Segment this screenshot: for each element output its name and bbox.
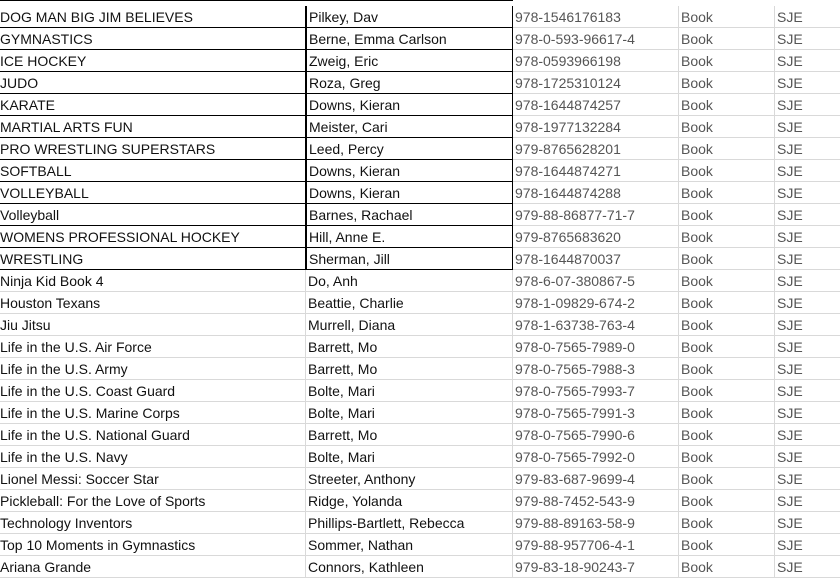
cell-type[interactable]: Book	[679, 512, 775, 534]
table-row	[0, 116, 840, 138]
table-row	[0, 446, 840, 468]
cell-author[interactable]: Barrett, Mo	[306, 358, 513, 380]
cell-author[interactable]: Leed, Percy	[306, 138, 513, 160]
table-row	[0, 160, 840, 182]
cell-title[interactable]: Life in the U.S. Air Force	[0, 336, 306, 358]
cell-author[interactable]: Downs, Kieran	[306, 94, 513, 116]
table-row	[0, 534, 840, 556]
cell-isbn[interactable]: 979-83-687-9699-4	[513, 468, 679, 490]
cell-author[interactable]: Berne, Emma Carlson	[306, 28, 513, 50]
cell-title[interactable]: Life in the U.S. Navy	[0, 446, 306, 468]
cell-type[interactable]: Book	[679, 138, 775, 160]
table-row	[0, 94, 840, 116]
cell-isbn[interactable]: 978-0-7565-7993-7	[513, 380, 679, 402]
cell-title[interactable]: JUDO	[0, 72, 306, 94]
cell-code[interactable]: SJE	[775, 292, 840, 314]
cell-type[interactable]: Book	[679, 226, 775, 248]
cell-title[interactable]: SOFTBALL	[0, 160, 306, 182]
cell-isbn[interactable]: 979-8765683620	[513, 226, 679, 248]
cell-author[interactable]: Streeter, Anthony	[306, 468, 513, 490]
cell-code[interactable]: SJE	[775, 556, 840, 578]
cell-author[interactable]: Murrell, Diana	[306, 314, 513, 336]
table-row	[0, 292, 840, 314]
cell-isbn[interactable]: 978-0-593-96617-4	[513, 28, 679, 50]
cell-isbn[interactable]: 979-88-89163-58-9	[513, 512, 679, 534]
cell-code[interactable]: SJE	[775, 446, 840, 468]
cell-author[interactable]: Beattie, Charlie	[306, 292, 513, 314]
cell-isbn[interactable]: 979-88-7452-543-9	[513, 490, 679, 512]
cell-isbn[interactable]: 978-6-07-380867-5	[513, 270, 679, 292]
cell-code[interactable]: SJE	[775, 116, 840, 138]
cell-title[interactable]: Lionel Messi: Soccer Star	[0, 468, 306, 490]
cell-isbn[interactable]: 978-0-7565-7992-0	[513, 446, 679, 468]
cell-code[interactable]: SJE	[775, 160, 840, 182]
cell-isbn[interactable]: 978-1-09829-674-2	[513, 292, 679, 314]
cell-author[interactable]: Bolte, Mari	[306, 446, 513, 468]
table-row	[0, 28, 840, 50]
cell-code[interactable]: SJE	[775, 402, 840, 424]
cell-author[interactable]: Barnes, Rachael	[306, 204, 513, 226]
cell-type[interactable]: Book	[679, 204, 775, 226]
cell-title[interactable]: MARTIAL ARTS FUN	[0, 116, 306, 138]
cell-title[interactable]: Life in the U.S. Army	[0, 358, 306, 380]
cell-type[interactable]: Book	[679, 402, 775, 424]
cell-title[interactable]: DOG MAN BIG JIM BELIEVES	[0, 6, 306, 28]
cell-code[interactable]: SJE	[775, 336, 840, 358]
cell-title[interactable]: Technology Inventors	[0, 512, 306, 534]
cell-title[interactable]: GYMNASTICS	[0, 28, 306, 50]
cell-isbn[interactable]: 978-1644870037	[513, 248, 679, 270]
cell-isbn[interactable]: 978-1725310124	[513, 72, 679, 94]
cell-title[interactable]: ICE HOCKEY	[0, 50, 306, 72]
cell-author[interactable]: Bolte, Mari	[306, 380, 513, 402]
cell-code[interactable]: SJE	[775, 50, 840, 72]
cell-title[interactable]: Houston Texans	[0, 292, 306, 314]
cell-isbn[interactable]: 979-83-18-90243-7	[513, 556, 679, 578]
cell-author[interactable]: Bolte, Mari	[306, 402, 513, 424]
cell-isbn[interactable]: 978-1-63738-763-4	[513, 314, 679, 336]
cell-title[interactable]: PRO WRESTLING SUPERSTARS	[0, 138, 306, 160]
cell-code[interactable]: SJE	[775, 270, 840, 292]
table-row	[0, 336, 840, 358]
cell-code[interactable]: SJE	[775, 28, 840, 50]
cell-title[interactable]: Life in the U.S. National Guard	[0, 424, 306, 446]
cell-type[interactable]: Book	[679, 248, 775, 270]
cell-isbn[interactable]: 978-1644874257	[513, 94, 679, 116]
cell-title[interactable]: WRESTLING	[0, 248, 306, 270]
cell-isbn[interactable]: 978-0-7565-7988-3	[513, 358, 679, 380]
cell-title[interactable]: WOMENS PROFESSIONAL HOCKEY	[0, 226, 306, 248]
cell-isbn[interactable]: 978-1644874288	[513, 182, 679, 204]
cell-type[interactable]: Book	[679, 336, 775, 358]
cell-author[interactable]: Pilkey, Dav	[306, 6, 513, 28]
cell-title[interactable]: Jiu Jitsu	[0, 314, 306, 336]
table-row	[0, 50, 840, 72]
cell-author[interactable]: Connors, Kathleen	[306, 556, 513, 578]
table-row	[0, 380, 840, 402]
cell-title[interactable]: Life in the U.S. Marine Corps	[0, 402, 306, 424]
cell-type[interactable]: Book	[679, 490, 775, 512]
cell-code[interactable]: SJE	[775, 6, 840, 28]
cell-code[interactable]: SJE	[775, 204, 840, 226]
cell-isbn[interactable]: 978-0-7565-7990-6	[513, 424, 679, 446]
cell-code[interactable]: SJE	[775, 534, 840, 556]
cell-isbn[interactable]: 978-1644874271	[513, 160, 679, 182]
cell-code[interactable]: SJE	[775, 380, 840, 402]
table-row	[0, 204, 840, 226]
table-row	[0, 6, 840, 28]
table-row	[0, 182, 840, 204]
cell-type[interactable]: Book	[679, 468, 775, 490]
table-row	[0, 468, 840, 490]
cell-isbn[interactable]: 978-1977132284	[513, 116, 679, 138]
cell-isbn[interactable]: 978-0593966198	[513, 50, 679, 72]
cell-author[interactable]: Barrett, Mo	[306, 424, 513, 446]
table-row	[0, 512, 840, 534]
cell-author[interactable]: Roza, Greg	[306, 72, 513, 94]
table-row	[0, 402, 840, 424]
cell-type[interactable]: Book	[679, 314, 775, 336]
cell-title[interactable]: Life in the U.S. Coast Guard	[0, 380, 306, 402]
cell-type[interactable]: Book	[679, 358, 775, 380]
cell-author[interactable]: Sommer, Nathan	[306, 534, 513, 556]
table-row	[0, 314, 840, 336]
cell-type[interactable]: Book	[679, 116, 775, 138]
cell-isbn[interactable]: 978-0-7565-7989-0	[513, 336, 679, 358]
table-row	[0, 358, 840, 380]
cell-author[interactable]: Downs, Kieran	[306, 182, 513, 204]
cell-code[interactable]: SJE	[775, 72, 840, 94]
cell-type[interactable]: Book	[679, 534, 775, 556]
cell-title[interactable]: Ariana Grande	[0, 556, 306, 578]
cell-type[interactable]: Book	[679, 160, 775, 182]
cell-type[interactable]: Book	[679, 72, 775, 94]
cell-isbn[interactable]: 978-1546176183	[513, 6, 679, 28]
cell-type[interactable]: Book	[679, 50, 775, 72]
table-row	[0, 556, 840, 578]
cell-code[interactable]: SJE	[775, 424, 840, 446]
cell-author[interactable]: Hill, Anne E.	[306, 226, 513, 248]
cell-code[interactable]: SJE	[775, 512, 840, 534]
cell-title[interactable]: Pickleball: For the Love of Sports	[0, 490, 306, 512]
cell-author[interactable]: Zweig, Eric	[306, 50, 513, 72]
table-row	[0, 270, 840, 292]
cell-code[interactable]: SJE	[775, 490, 840, 512]
cell-author[interactable]: Sherman, Jill	[306, 248, 513, 270]
cell-code[interactable]: SJE	[775, 182, 840, 204]
cell-isbn[interactable]: 979-8765628201	[513, 138, 679, 160]
cell-type[interactable]: Book	[679, 94, 775, 116]
cell-type[interactable]: Book	[679, 424, 775, 446]
cell-author[interactable]: Barrett, Mo	[306, 336, 513, 358]
cell-title[interactable]: KARATE	[0, 94, 306, 116]
table-row	[0, 490, 840, 512]
cell-type[interactable]: Book	[679, 380, 775, 402]
cell-author[interactable]: Phillips-Bartlett, Rebecca	[306, 512, 513, 534]
cell-author[interactable]: Do, Anh	[306, 270, 513, 292]
cell-type[interactable]: Book	[679, 270, 775, 292]
cell-type[interactable]: Book	[679, 28, 775, 50]
cell-title[interactable]: VOLLEYBALL	[0, 182, 306, 204]
cell-title[interactable]: Ninja Kid Book 4	[0, 270, 306, 292]
cell-code[interactable]: SJE	[775, 314, 840, 336]
cell-code[interactable]: SJE	[775, 358, 840, 380]
table-row	[0, 226, 840, 248]
cell-code[interactable]: SJE	[775, 138, 840, 160]
cell-isbn[interactable]: 978-0-7565-7991-3	[513, 402, 679, 424]
cell-type[interactable]: Book	[679, 292, 775, 314]
cell-type[interactable]: Book	[679, 6, 775, 28]
cell-type[interactable]: Book	[679, 182, 775, 204]
cell-title[interactable]: Top 10 Moments in Gymnastics	[0, 534, 306, 556]
cell-author[interactable]: Ridge, Yolanda	[306, 490, 513, 512]
cell-code[interactable]: SJE	[775, 226, 840, 248]
cell-author[interactable]: Downs, Kieran	[306, 160, 513, 182]
table-row	[0, 138, 840, 160]
cell-title[interactable]: Volleyball	[0, 204, 306, 226]
table-row	[0, 248, 840, 270]
cell-code[interactable]: SJE	[775, 248, 840, 270]
cell-isbn[interactable]: 979-88-86877-71-7	[513, 204, 679, 226]
cell-type[interactable]: Book	[679, 556, 775, 578]
cell-isbn[interactable]: 979-88-957706-4-1	[513, 534, 679, 556]
cell-author[interactable]: Meister, Cari	[306, 116, 513, 138]
table-row	[0, 72, 840, 94]
cell-code[interactable]: SJE	[775, 94, 840, 116]
border-line	[0, 0, 513, 1]
cell-type[interactable]: Book	[679, 446, 775, 468]
cell-code[interactable]: SJE	[775, 468, 840, 490]
table-row	[0, 424, 840, 446]
